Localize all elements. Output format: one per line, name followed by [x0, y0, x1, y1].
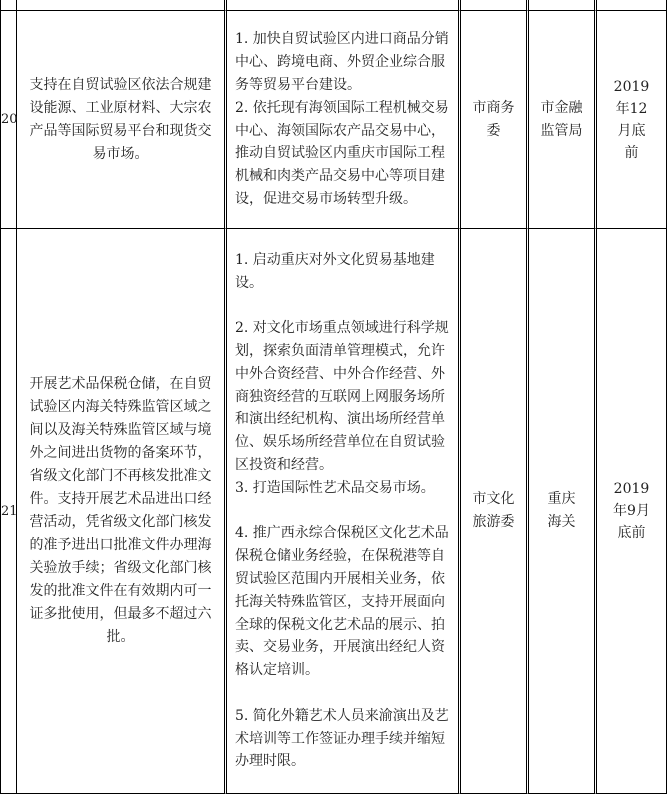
- row-number: 21: [0, 228, 16, 794]
- policy-text: 支持在自贸试验区依法合规建设能源、工业原材料、大宗农产品等国际贸易平台和现货交易市场。: [29, 76, 212, 162]
- policy-cell: [16, 10, 224, 228]
- coop-dept: 重庆海关: [547, 491, 576, 530]
- cell-empty: [526, 0, 594, 10]
- lead-dept: 市商务委: [472, 99, 515, 139]
- deadline: 2019年12月底前: [613, 78, 650, 161]
- coop-dept-cell: [526, 10, 594, 228]
- table-row: [0, 10, 667, 228]
- measures-text: 1. 加快自贸试验区内进口商品分销中心、跨境电商、外贸企业综合服务等贸易平台建设。 2. 依托现有海领国际工程机械交易中心、海领国际农产品交易中心，推动自贸试验区内重庆市国际工程机械和肉类产品交易中心等项目建设，促进交易市场转型升级。: [235, 31, 449, 207]
- coop-dept-cell: [526, 228, 594, 794]
- cell-empty: [0, 0, 16, 10]
- policy-text: 开展艺术品保税仓储，在自贸试验区内海关特殊监管区域之间以及海关特殊监管区域与境外之间进出货物的备案环节，省级文化部门不再核发批准文件。支持开展艺术品进出口经营活动，凭省级文化部门核发的准予进出口批准文件办理海关验放手续；省级文化部门核发的批准文件在有效期内可一证多批使用，但最多不超过六批。: [29, 376, 212, 645]
- deadline-cell: [594, 10, 667, 228]
- deadline-cell: [594, 228, 667, 794]
- cell-empty: [224, 0, 458, 10]
- lead-dept-cell: [458, 10, 526, 228]
- measures-text: 1. 启动重庆对外文化贸易基地建设。 2. 对文化市场重点领域进行科学规划，探索负面清单管理模式，允许中外合资经营、中外合作经营、外商独资经营的互联网上网服务场所和演出经纪机构、演出场所经营单位、娱乐场所经营单位在自贸试验区投资和经营。 3. 打造国际性艺术品交易市场。 4. 推广西永综合保税区文化艺术品保税仓储业务经验，在保税港等自贸试验区范围内开展相关业务，依托海关特殊监管区，支持开展面向全球的保税文化艺术品的展示、拍卖、交易业务，开展演出经纪人资格认定培训。 5. 简化外籍艺术人员来渝演出及艺术培训等工作签证办理手续并缩短办理时限。: [235, 251, 449, 770]
- cell-empty: [458, 0, 526, 10]
- table-row: [0, 228, 667, 794]
- table-row-top-partial: [0, 0, 667, 10]
- row-number: 20: [0, 10, 16, 228]
- deadline: 2019年9月底前: [613, 481, 650, 541]
- measures-cell: [224, 228, 458, 794]
- measures-cell: [224, 10, 458, 228]
- cell-empty: [16, 0, 224, 10]
- policy-cell: [16, 228, 224, 794]
- lead-dept: 市文化旅游委: [472, 491, 515, 530]
- lead-dept-cell: [458, 228, 526, 794]
- cell-empty: [594, 0, 667, 10]
- coop-dept: 市金融监管局: [540, 99, 583, 139]
